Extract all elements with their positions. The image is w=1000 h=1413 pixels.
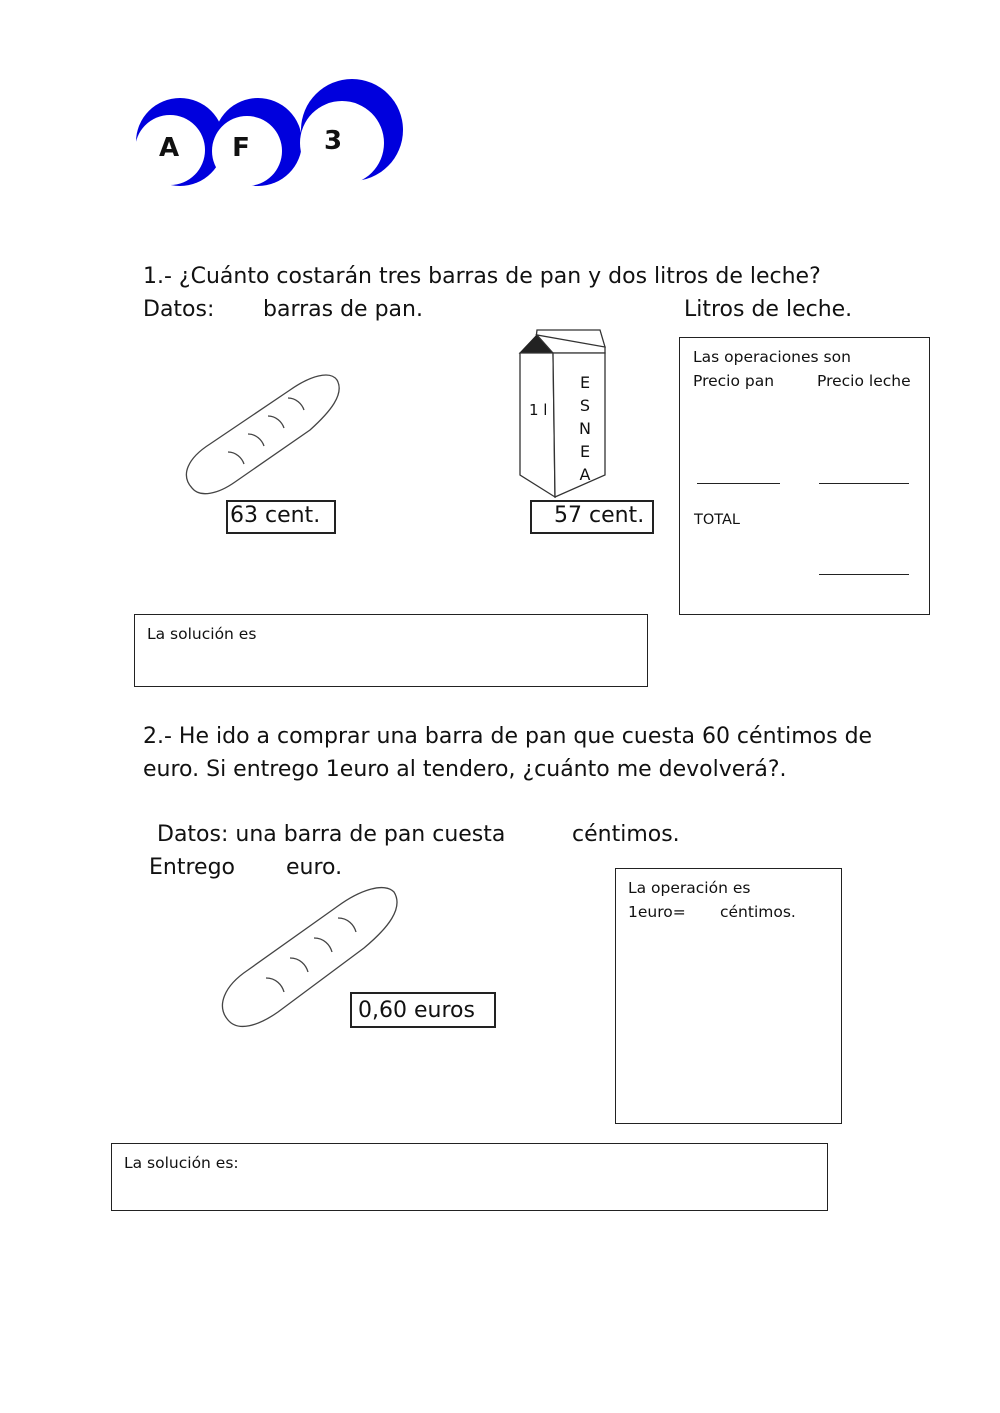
operation-line-unit: céntimos. [720,903,796,921]
operations-line-bread [697,483,780,484]
logo-letter-f: F [232,133,250,163]
problem2-data-label: Datos: una barra de pan cuesta [157,822,506,847]
logo-letter-a: A [158,133,180,163]
operation-line-label: 1euro= [628,903,686,921]
milk-price-value: 57 cent. [554,503,645,528]
problem2-question-line1: 2.- He ido a comprar una barra de pan que cuesta 60 céntimos de [143,724,873,749]
bread-icon [180,370,350,510]
problem2-data-unit: céntimos. [572,822,680,847]
operations-total-label: TOTAL [694,512,740,528]
solution-box-1[interactable] [134,614,648,687]
carton-brand-letter: E [579,373,591,392]
operation-title-2: La operación es [628,879,751,897]
problem1-question: 1.- ¿Cuánto costarán tres barras de pan y dos litros de leche? [143,264,821,289]
operation-box-2[interactable] [615,868,842,1124]
operations-col-milk: Precio leche [817,372,911,390]
problem1-data-label: Datos: [143,297,215,322]
milk-price-box [530,500,654,534]
carton-brand-letter: A [579,465,591,484]
solution-box-2[interactable] [111,1143,828,1211]
solution-label-2: La solución es: [124,1154,239,1172]
problem2-deliver-label: Entrego [149,855,235,880]
bread-price-box-2: 0,60 euros [350,992,496,1028]
operations-title: Las operaciones son [693,348,851,366]
logo-circles [0,0,420,200]
carton-brand-letter: N [579,419,591,438]
solution-label-1: La solución es [147,625,257,643]
operations-line-milk [819,483,909,484]
carton-volume: 1 l [529,401,548,419]
carton-brand-letter: S [579,396,591,415]
problem2-deliver-unit: euro. [286,855,343,880]
bread-price-box: 63 cent. [226,500,336,534]
carton-brand-letter: E [579,442,591,461]
operations-col-bread: Precio pan [693,372,775,390]
operations-box[interactable] [679,337,930,615]
problem1-bread-label: barras de pan. [263,297,423,322]
problem2-question-line2: euro. Si entrego 1euro al tendero, ¿cuánto me devolverá?. [143,757,787,782]
logo-letter-3: 3 [323,126,343,156]
operations-line-total [819,574,909,575]
problem1-milk-label: Litros de leche. [684,297,853,322]
